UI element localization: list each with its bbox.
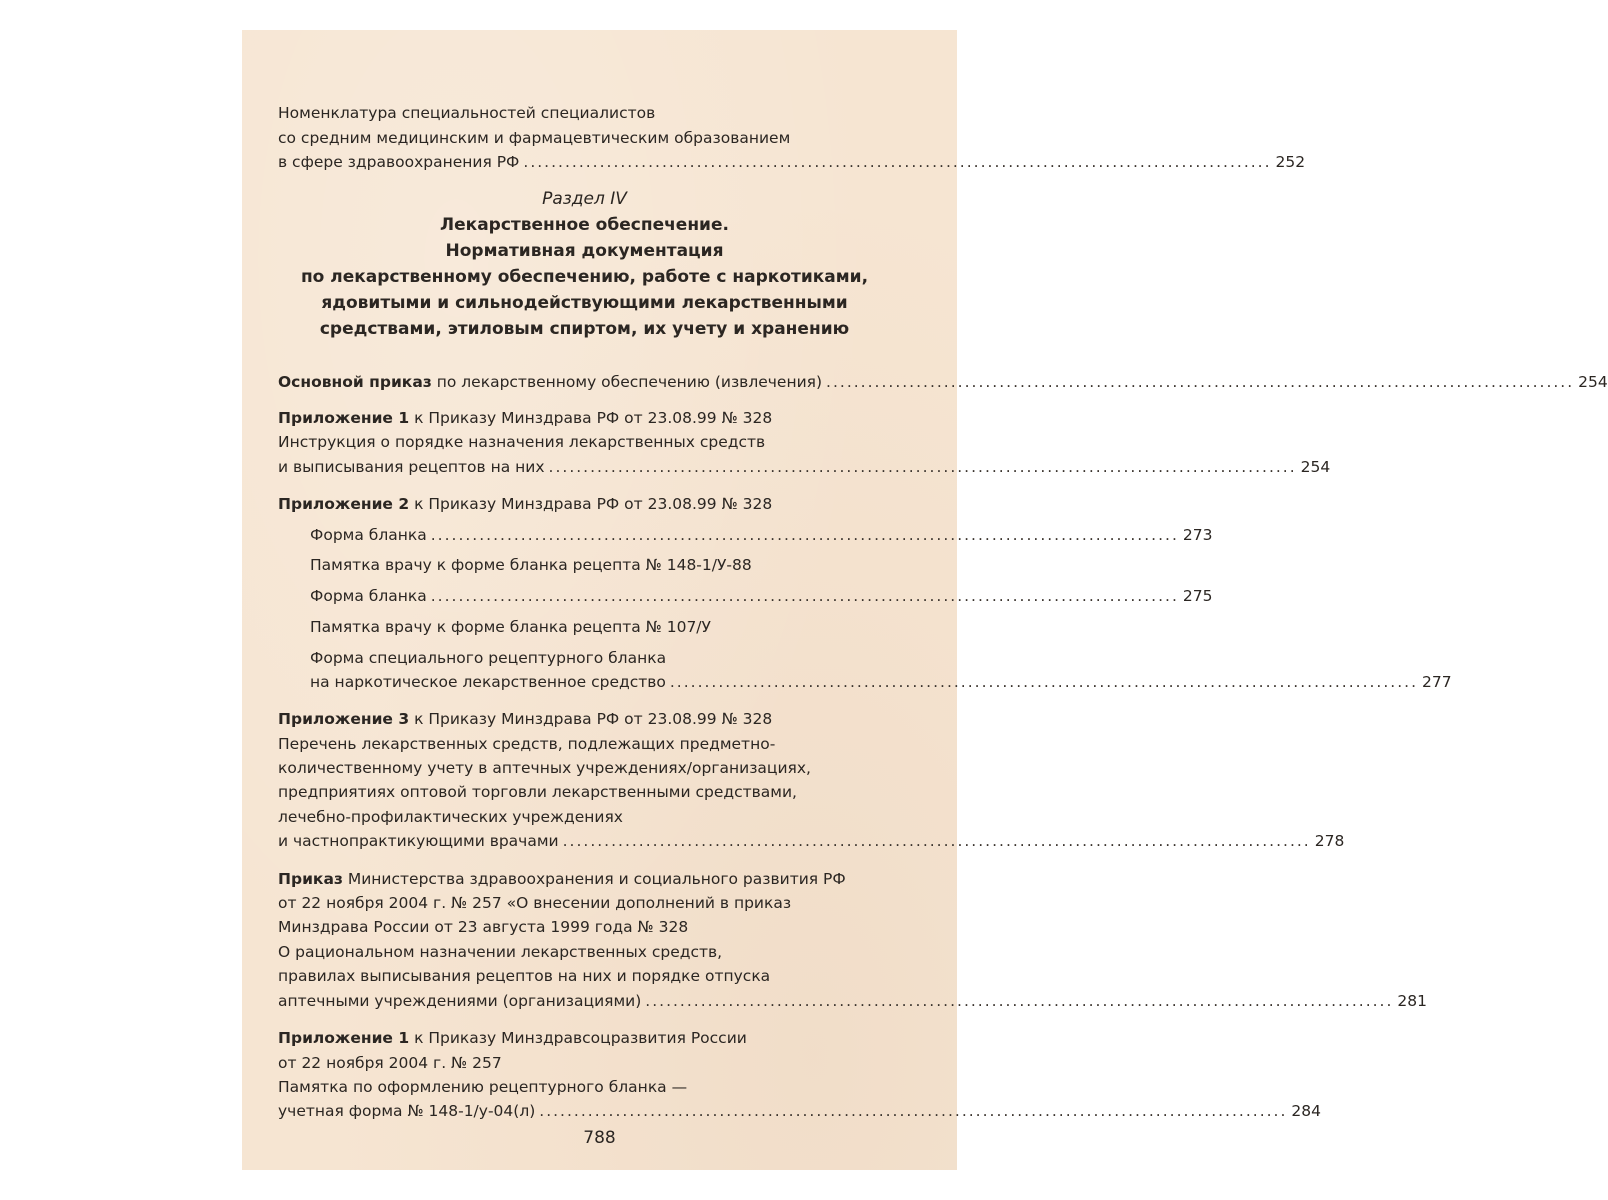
- toc-entry-app1-257-line1: [278, 1025, 891, 1051]
- section-title-line4: ядовитыми и сильнодействующими лекарственными: [321, 293, 848, 313]
- toc-entry-bold: Приложение 1: [278, 1029, 410, 1047]
- toc-entry-app1-257-line3: Памятка по оформлению рецептурного бланка —: [278, 1078, 688, 1096]
- toc-entry-text: и выписывания рецептов на них: [278, 458, 545, 476]
- toc-entry-app2-form1: [310, 522, 1213, 548]
- dot-leader: ............................................................................................................: [523, 153, 1272, 171]
- toc-page-number: 277: [1422, 673, 1452, 691]
- toc-page-number: 252: [1275, 153, 1306, 171]
- dot-leader: ............................................................................................................: [548, 458, 1297, 476]
- toc-entry-text: Министерства здравоохранения и социального развития РФ: [342, 870, 846, 888]
- toc-page-number: 284: [1291, 1102, 1321, 1120]
- dot-leader: ............................................................................................................: [430, 526, 1179, 544]
- page-number: 788: [583, 1128, 616, 1148]
- dot-leader: ............................................................................................................: [669, 673, 1418, 691]
- toc-entry-text: к Приказу Минздрава РФ от 23.08.99 № 328: [409, 710, 773, 728]
- toc-entry-text: Форма бланка: [310, 526, 427, 544]
- toc-entry-app1-line3: [278, 454, 1331, 480]
- toc-entry-app2-form2: [310, 583, 1213, 609]
- toc-entry-app3-line4: предприятиях оптовой торговли лекарственными средствами,: [278, 783, 797, 801]
- toc-entry-text: к Приказу Минздравсоцразвития России: [409, 1029, 747, 1047]
- dot-leader: ............................................................................................................: [539, 1102, 1288, 1120]
- dot-leader: ............................................................................................................: [645, 992, 1394, 1010]
- toc-entry-text: в сфере здравоохранения РФ: [278, 153, 520, 171]
- toc-entry-order257-line4: О рациональном назначении лекарственных средств,: [278, 943, 723, 961]
- toc-entry-app2-special-line2: [310, 669, 1452, 695]
- toc-entry-order257-line6: [278, 988, 1428, 1014]
- toc-entry-app3-line6: [278, 828, 1345, 854]
- toc-entry-order257-line1: [278, 866, 891, 892]
- toc-entry-app2-memo2: Памятка врачу к форме бланка рецепта № 107/У: [310, 618, 711, 636]
- toc-entry-text: на наркотическое лекарственное средство: [310, 673, 666, 691]
- toc-entry-text: к Приказу Минздрава РФ от 23.08.99 № 328: [409, 409, 773, 427]
- toc-entry-app3-line3: количественному учету в аптечных учреждениях/организациях,: [278, 759, 811, 777]
- dot-leader: ............................................................................................................: [430, 587, 1179, 605]
- toc-entry-nomenclature-line1: Номенклатура специальностей специалистов: [278, 104, 656, 122]
- toc-entry-app1-line2: Инструкция о порядке назначения лекарственных средств: [278, 433, 766, 451]
- dot-leader: ............................................................................................................: [562, 832, 1311, 850]
- toc-entry-text: аптечными учреждениями (организациями): [278, 992, 642, 1010]
- toc-page-number: 278: [1314, 832, 1345, 850]
- toc-entry-bold: Приложение 2: [278, 495, 410, 513]
- toc-entry-text: учетная форма № 148-1/у-04(л): [278, 1102, 536, 1120]
- section-title-line1: Лекарственное обеспечение.: [440, 215, 729, 235]
- toc-entry-bold: Основной приказ: [278, 373, 432, 391]
- toc-page-number: 281: [1397, 992, 1428, 1010]
- toc-entry-text: Форма бланка: [310, 587, 427, 605]
- toc-entry-order257-line3: Минздрава России от 23 августа 1999 года № 328: [278, 918, 689, 936]
- section-title-line3: по лекарственному обеспечению, работе с наркотиками,: [300, 267, 869, 287]
- dot-leader: ............................................................................................................: [826, 373, 1575, 391]
- toc-entry-order257-line5: правилах выписывания рецептов на них и порядке отпуска: [278, 967, 771, 985]
- toc-entry-app1-257-line4: [278, 1098, 1321, 1124]
- toc-page-number: 275: [1182, 587, 1213, 605]
- toc-entry-bold: Приложение 1: [278, 409, 410, 427]
- toc-entry-app2-special-line1: Форма специального рецептурного бланка: [310, 649, 667, 667]
- toc-page-number: 254: [1578, 373, 1608, 391]
- section-title-line5: средствами, этиловым спиртом, их учету и хранению: [319, 319, 850, 339]
- toc-entry-app3-line1: [278, 706, 891, 732]
- toc-entry-main-order: [278, 369, 1608, 395]
- toc-entry-text: к Приказу Минздрава РФ от 23.08.99 № 328: [409, 495, 773, 513]
- toc-entry-app3-line2: Перечень лекарственных средств, подлежащих предметно-: [278, 735, 776, 753]
- book-page: [242, 30, 1608, 1170]
- toc-entry-bold: Приказ: [278, 870, 343, 888]
- section-title-line2: Нормативная документация: [445, 241, 724, 261]
- toc-entry-order257-line2: от 22 ноября 2004 г. № 257 «О внесении дополнений в приказ: [278, 894, 792, 912]
- toc-entry-text: и частнопрактикующими врачами: [278, 832, 559, 850]
- toc-entry-app2-memo1: Памятка врачу к форме бланка рецепта № 148-1/У-88: [310, 556, 752, 574]
- toc-entry-app2-line1: [278, 491, 891, 517]
- toc-entry-app3-line5: лечебно-профилактических учреждениях: [278, 808, 623, 826]
- toc-entry-app1-line1: [278, 405, 891, 431]
- toc-entry-nomenclature-line2: со средним медицинским и фармацевтическим образованием: [278, 129, 791, 147]
- toc-entry-bold: Приложение 3: [278, 710, 410, 728]
- toc-page-number: 254: [1300, 458, 1331, 476]
- toc-entry-text: по лекарственному обеспечению (извлечения): [431, 373, 823, 391]
- toc-page-number: 273: [1182, 526, 1213, 544]
- toc-entry-nomenclature-line3: [278, 149, 1306, 175]
- toc-entry-app1-257-line2: от 22 ноября 2004 г. № 257: [278, 1054, 502, 1072]
- section-label: Раздел IV: [542, 189, 627, 209]
